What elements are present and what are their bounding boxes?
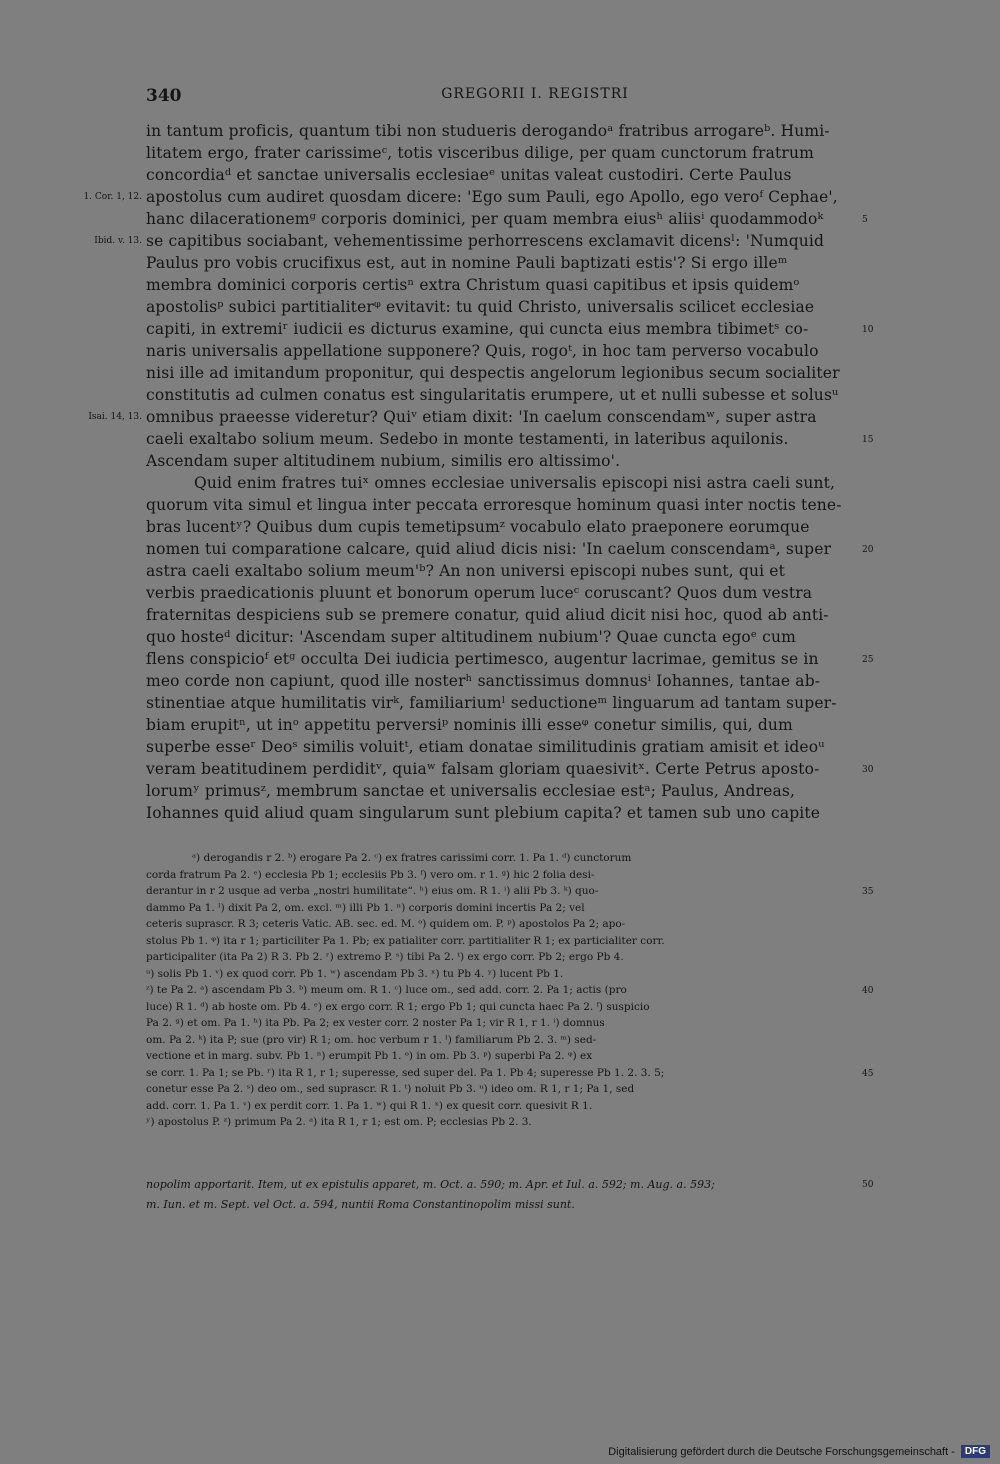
text-line: omnibus praeesse videretur? Quiᵛ etiam dixit: 'In caelum conscendamʷ, super astra xyxy=(146,408,817,426)
line-number: 5 xyxy=(862,215,868,225)
text-line: constitutis ad culmen conatus est singularitatis erumpere, ut et nulli subesse et solusᵘ xyxy=(146,386,839,404)
footnote-line: vectione et in marg. subv. Pb 1. ⁿ) erumpit Pb 1. ᵒ) in om. Pb 3. ᵖ) superbi Pa 2. ᵠ) ex xyxy=(146,1050,593,1062)
text-line: naris universalis appellatione supponere? Quis, rogoᵗ, in hoc tam perverso vocabulo xyxy=(146,342,819,360)
margin-reference: 1. Cor. 1, 12. xyxy=(83,192,142,202)
text-line: veram beatitudinem perdiditᵛ, quiaʷ falsam gloriam quaesivitˣ. Certe Petrus aposto- xyxy=(146,760,820,778)
footnote-line: ᶻ) te Pa 2. ᵃ) ascendam Pb 3. ᵇ) meum om. R 1. ᶜ) luce om., sed add. corr. 2. Pa 1; actis (pro xyxy=(146,984,627,996)
running-title: GREGORII I. REGISTRI xyxy=(441,86,629,102)
line-number: 10 xyxy=(862,325,874,335)
line-number: 50 xyxy=(862,1180,874,1190)
text-line: biam erupitⁿ, ut inᵒ appetitu perversiᵖ nominis illi esseᵠ conetur similis, qui, dum xyxy=(146,716,793,734)
footnote-line: corda fratrum Pa 2. ᵉ) ecclesia Pb 1; ecclesiis Pb 3. ᶠ) vero om. r 1. ᵍ) hic 2 folia desi- xyxy=(146,868,595,881)
text-line: se capitibus sociabant, vehementissime perhorrescens exclamavit dicensˡ: 'Numquid xyxy=(146,232,825,250)
text-line: Ascendam super altitudinem nubium, similis ero altissimo'. xyxy=(146,452,621,470)
continued-note xyxy=(146,1175,846,1214)
digitization-text: Digitalisierung gefördert durch die Deutsche Forschungsgemeinschaft - xyxy=(608,1445,955,1458)
text-line: capiti, in extremiʳ iudicii es dicturus examine, qui cuncta eius membra tibimetˢ co- xyxy=(146,320,809,338)
text-line: lorumʸ primusᶻ, membrum sanctae et universalis ecclesiae estᵃ; Paulus, Andreas, xyxy=(146,782,796,800)
main-text xyxy=(146,120,842,824)
text-line: caeli exaltabo solium meum. Sedebo in monte testamenti, in lateribus aquilonis. xyxy=(146,430,789,448)
note-line: nopolim apportarit. Item, ut ex epistulis apparet, m. Oct. a. 590; m. Apr. et Iul. a. 592; m. Aug. a. 593; xyxy=(146,1178,715,1191)
footnote-line: ᵃ) derogandis r 2. ᵇ) erogare Pa 2. ᶜ) ex fratres carissimi corr. 1. Pa 1. ᵈ) cunctorum xyxy=(192,852,632,864)
text-line: quo hosteᵈ dicitur: 'Ascendam super altitudinem nubium'? Quae cuncta egoᵉ cum xyxy=(146,628,796,646)
footnote-line: luce) R 1. ᵈ) ab hoste om. Pb 4. ᵉ) ex ergo corr. R 1; ergo Pb 1; qui cuncta haec Pa 2. ᶠ) suspicio xyxy=(146,1000,650,1013)
line-number: 45 xyxy=(862,1068,874,1079)
text-line: bras lucentʸ? Quibus dum cupis temetipsumᶻ vocabulo elato praeponere eorumque xyxy=(146,518,810,536)
page-number: 340 xyxy=(146,86,182,106)
footnote-line: stolus Pb 1. ᵠ) ita r 1; particiliter Pa 1. Pb; ex patialiter corr. partitialiter R 1; ex particialiter corr. xyxy=(146,934,665,947)
text-line: nomen tui comparatione calcare, quid aliud dicis nisi: 'In caelum conscendamᵃ, super xyxy=(146,540,832,558)
footnote-line: add. corr. 1. Pa 1. ᵛ) ex perdit corr. 1. Pa 1. ʷ) qui R 1. ˣ) ex quesit corr. quesivit R 1. xyxy=(146,1099,593,1112)
text-line: in tantum proficis, quantum tibi non studueris derogandoᵃ fratribus arrogareᵇ. Humi- xyxy=(146,122,830,140)
footnote-line: participaliter (ita Pa 2) R 3. Pb 2. ʳ) extremo P. ˢ) tibi Pa 2. ᵗ) ex ergo corr. Pb 2; ergo Pb 4. xyxy=(146,951,624,963)
footnote-line: ceteris suprascr. R 3; ceteris Vatic. AB. sec. ed. M. ᵒ) quidem om. P. ᵖ) apostolos Pa 2; apo- xyxy=(146,918,626,930)
margin-reference: Isai. 14, 13. xyxy=(88,412,142,422)
text-line: meo corde non capiunt, quod ille nosterʰ sanctissimus domnusⁱ Iohannes, tantae ab- xyxy=(146,672,821,690)
text-line: quorum vita simul et lingua inter peccata erroresque hominum quasi inter noctis tene- xyxy=(146,496,842,514)
text-line: apostolus cum audiret quosdam dicere: 'Ego sum Pauli, ego Apollo, ego veroᶠ Cephae', xyxy=(146,188,838,206)
text-line: Iohannes quid aliud quam singularum sunt plebium capita? et tamen sub uno capite xyxy=(146,804,821,822)
dfg-logo: DFG xyxy=(961,1445,990,1458)
text-line: litatem ergo, frater carissimeᶜ, totis visceribus dilige, per quam cunctorum fratrum xyxy=(146,144,814,162)
footnote-line: om. Pa 2. ᵏ) ita P; sue (pro vir) R 1; om. hoc verbum r 1. ˡ) familiarum Pb 2. 3. ᵐ) sed- xyxy=(146,1033,597,1046)
text-line: stinentiae atque humilitatis virᵏ, familiariumˡ seductioneᵐ linguarum ad tantam super- xyxy=(146,694,837,712)
digitization-banner xyxy=(608,1445,990,1458)
text-line: flens conspicioᶠ etᵍ occulta Dei iudicia pertimesco, augentur lacrimae, gemitus se in xyxy=(146,650,819,668)
note-line: m. Iun. et m. Sept. vel Oct. a. 594, nuntii Roma Constantinopolim missi sunt. xyxy=(146,1197,575,1211)
text-line: concordiaᵈ et sanctae universalis ecclesiaeᵉ unitas valeat custodiri. Certe Paulus xyxy=(146,166,792,184)
text-line: superbe esseʳ Deoˢ similis voluitᵗ, etiam donatae similitudinis gratiam amisit et ideoᵘ xyxy=(146,738,825,756)
line-number: 15 xyxy=(862,435,874,445)
line-number: 25 xyxy=(862,655,874,665)
line-number: 40 xyxy=(862,986,874,996)
margin-reference: Ibid. v. 13. xyxy=(94,236,142,246)
text-line: hanc dilacerationemᵍ corporis dominici, per quam membra eiusʰ aliisⁱ quodammodoᵏ xyxy=(146,210,824,228)
text-line: fraternitas despiciens sub se premere conatur, quid aliud dicit nisi hoc, quod ab anti- xyxy=(146,606,829,624)
footnote-line: Pa 2. ᵍ) et om. Pa 1. ʰ) ita Pb. Pa 2; ex vester corr. 2 noster Pa 1; vir R 1, r 1. ⁱ) domnus xyxy=(146,1017,605,1029)
footnote-line: se corr. 1. Pa 1; se Pb. ʳ) ita R 1, r 1; superesse, sed super del. Pa 1. Pb 4; superesse Pb 1. 2. 3. 5; xyxy=(146,1066,665,1079)
text-line: membra dominici corporis certisⁿ extra Christum quasi capitibus et ipsis quidemᵒ xyxy=(146,276,800,294)
footnote-line: derantur in r 2 usque ad verba „nostri humilitate“. ʰ) eius om. R 1. ⁱ) alii Pb 3. ᵏ) quo- xyxy=(146,885,599,897)
text-line: nisi ille ad imitandum proponitur, qui despectis angelorum legionibus secum socialiter xyxy=(146,364,840,382)
text-line: verbis praedicationis pluunt et bonorum operum luceᶜ coruscant? Quos dum vestra xyxy=(146,584,813,602)
footnote-line: ʸ) apostolus P. ᶻ) primum Pa 2. ᵃ) ita R 1, r 1; est om. P; ecclesias Pb 2. 3. xyxy=(146,1116,532,1128)
footnotes xyxy=(146,850,846,1131)
text-line: Paulus pro vobis crucifixus est, aut in nomine Pauli baptizati estis'? Si ergo illeᵐ xyxy=(146,254,788,272)
footnote-line: conetur esse Pa 2. ˢ) deo om., sed suprascr. R 1. ᵗ) noluit Pb 3. ᵘ) ideo om. R 1, r 1; Pa 1, sed xyxy=(146,1083,635,1095)
line-number: 20 xyxy=(862,545,874,555)
text-line: astra caeli exaltabo solium meum'ᵇ? An non universi episcopi nubes sunt, qui et xyxy=(146,562,785,580)
text-line: Quid enim fratres tuiˣ omnes ecclesiae universalis episcopi nisi astra caeli sunt, xyxy=(194,474,836,492)
text-line: apostolisᵖ subici partitialiterᵠ evitavit: tu quid Christo, universalis scilicet ecclesiae xyxy=(146,298,815,316)
line-number: 30 xyxy=(862,765,874,775)
line-number: 35 xyxy=(862,887,874,897)
footnote-line: ᵘ) solis Pb 1. ᵛ) ex quod corr. Pb 1. ʷ) ascendam Pb 3. ˣ) tu Pb 4. ʸ) lucent Pb 1. xyxy=(146,967,564,980)
footnote-line: dammo Pa 1. ˡ) dixit Pa 2, om. excl. ᵐ) illi Pb 1. ⁿ) corporis domini incertis Pa 2; vel xyxy=(146,901,585,914)
